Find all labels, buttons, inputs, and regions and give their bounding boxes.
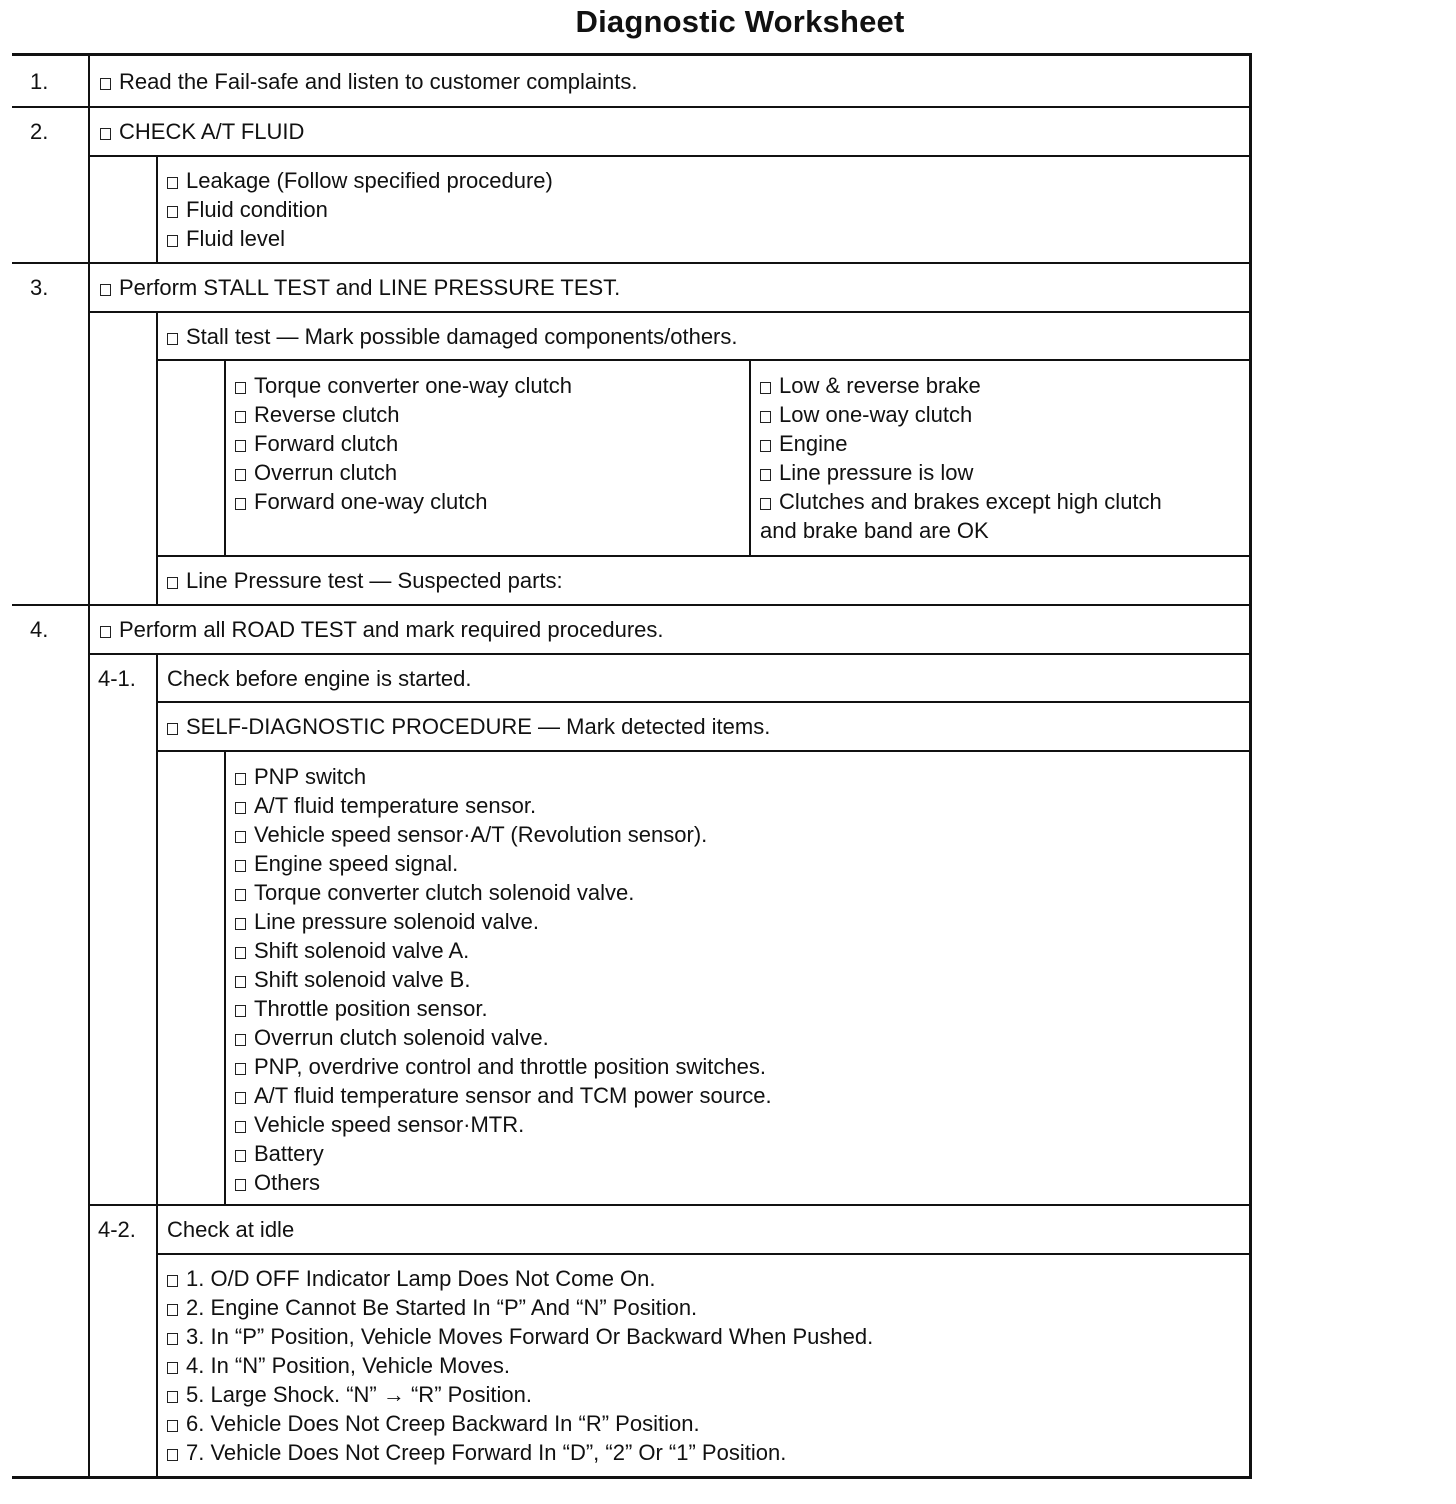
checkbox[interactable] [235, 1150, 246, 1162]
substep-number: 4-1. [98, 666, 136, 691]
checkbox[interactable] [235, 976, 246, 988]
list-item: Forward clutch [235, 429, 572, 458]
step-number: 1. [30, 69, 49, 94]
list-item: Fluid level [167, 224, 553, 253]
rule [12, 604, 1252, 606]
list-item: Fluid condition [167, 195, 553, 224]
checkbox[interactable] [235, 831, 246, 843]
checkbox[interactable] [235, 947, 246, 959]
col-divider [88, 53, 90, 1479]
list-item: Overrun clutch solenoid valve. [235, 1023, 772, 1052]
checkbox[interactable] [167, 1304, 178, 1316]
list-item: Battery [235, 1139, 772, 1168]
checkbox[interactable] [235, 802, 246, 814]
list-item: 2. Engine Cannot Be Started In “P” And “N” Position. [167, 1293, 873, 1322]
step-number: 3. [30, 275, 49, 300]
checkbox[interactable] [167, 206, 178, 218]
list-item: PNP, overdrive control and throttle position switches. [235, 1052, 772, 1081]
checkbox[interactable] [167, 1420, 178, 1432]
checkbox[interactable] [167, 577, 178, 589]
checkbox[interactable] [167, 1391, 178, 1403]
checkbox[interactable] [167, 177, 178, 189]
list-item: Shift solenoid valve B. [235, 965, 772, 994]
list-item: Low one-way clutch [760, 400, 1162, 429]
rule [157, 1253, 1252, 1255]
col-divider [156, 653, 158, 1479]
page-title: Diagnostic Worksheet [575, 4, 905, 39]
checkbox[interactable] [167, 723, 178, 735]
col-divider [156, 311, 158, 606]
checkbox[interactable] [167, 1449, 178, 1461]
col-divider [224, 750, 226, 1206]
list-item: Others [235, 1168, 772, 1197]
rule [12, 106, 1252, 108]
step-number: 4. [30, 617, 49, 642]
checkbox[interactable] [760, 382, 771, 394]
list-item: Low & reverse brake [760, 371, 1162, 400]
list-item: 6. Vehicle Does Not Creep Backward In “R” Position. [167, 1409, 873, 1438]
list-item: Torque converter one-way clutch [235, 371, 572, 400]
substep-text: Check before engine is started. [167, 666, 472, 691]
list-item: 5. Large Shock. “N” → “R” Position. [167, 1380, 873, 1409]
list-item: Throttle position sensor. [235, 994, 772, 1023]
list-item: Engine speed signal. [235, 849, 772, 878]
rule [90, 653, 1252, 655]
list-item: Clutches and brakes except high clutch [760, 487, 1162, 516]
col-divider [1249, 53, 1252, 1479]
list-item: 7. Vehicle Does Not Creep Forward In “D”, “2” Or “1” Position. [167, 1438, 873, 1467]
checkbox[interactable] [167, 333, 178, 345]
list-item: Forward one-way clutch [235, 487, 572, 516]
checkbox[interactable] [760, 498, 771, 510]
checkbox[interactable] [235, 469, 246, 481]
checkbox[interactable] [235, 1005, 246, 1017]
rule-bottom [12, 1476, 1252, 1479]
checkbox[interactable] [100, 128, 111, 140]
list-item: Overrun clutch [235, 458, 572, 487]
checkbox[interactable] [100, 626, 111, 638]
list-item: Line pressure solenoid valve. [235, 907, 772, 936]
list-item: Engine [760, 429, 1162, 458]
rule [157, 701, 1252, 703]
fluid-check-list [167, 166, 553, 253]
step-3-row [100, 273, 620, 302]
col-divider [749, 359, 751, 557]
checkbox[interactable] [235, 1179, 246, 1191]
step-text: CHECK A/T FLUID [119, 119, 305, 144]
list-item: A/T fluid temperature sensor. [235, 791, 772, 820]
checkbox[interactable] [235, 1092, 246, 1104]
checkbox[interactable] [235, 1121, 246, 1133]
step-text: Read the Fail-safe and listen to customer complaints. [119, 69, 638, 94]
list-item: 3. In “P” Position, Vehicle Moves Forward Or Backward When Pushed. [167, 1322, 873, 1351]
step-text: Perform all ROAD TEST and mark required procedures. [119, 617, 664, 642]
rule [157, 359, 1252, 361]
list-item: Torque converter clutch solenoid valve. [235, 878, 772, 907]
list-item: Vehicle speed sensor·A/T (Revolution sensor). [235, 820, 772, 849]
checkbox[interactable] [235, 382, 246, 394]
line-pressure-row: Line Pressure test — Suspected parts: [167, 566, 563, 595]
rule [157, 555, 1252, 557]
checkbox[interactable] [760, 440, 771, 452]
rule [12, 262, 1252, 264]
checkbox[interactable] [167, 1275, 178, 1287]
stall-test-row: Stall test — Mark possible damaged components/others. [167, 322, 738, 351]
checkbox[interactable] [235, 411, 246, 423]
rule [90, 1204, 1252, 1206]
checkbox[interactable] [100, 78, 111, 90]
list-item: A/T fluid temperature sensor and TCM power source. [235, 1081, 772, 1110]
list-item: 1. O/D OFF Indicator Lamp Does Not Come On. [167, 1264, 873, 1293]
idle-check-list [167, 1264, 873, 1467]
rule-top [12, 53, 1252, 56]
checkbox[interactable] [235, 773, 246, 785]
col-divider [156, 155, 158, 263]
step-number: 2. [30, 119, 49, 144]
rule [157, 750, 1252, 752]
stall-right-list [760, 371, 1162, 545]
list-item: Shift solenoid valve A. [235, 936, 772, 965]
list-item: Reverse clutch [235, 400, 572, 429]
step-2-row [100, 117, 304, 146]
checkbox[interactable] [235, 1034, 246, 1046]
list-item: Line pressure is low [760, 458, 1162, 487]
step-text: Perform STALL TEST and LINE PRESSURE TEST. [119, 275, 621, 300]
list-item-continuation: and brake band are OK [760, 518, 989, 543]
self-diagnostic-list [235, 762, 772, 1197]
self-diagnostic-row: SELF-DIAGNOSTIC PROCEDURE — Mark detected items. [167, 712, 770, 741]
checkbox[interactable] [235, 918, 246, 930]
list-item: Leakage (Follow specified procedure) [167, 166, 553, 195]
substep-text: Check at idle [167, 1217, 295, 1242]
checkbox[interactable] [235, 498, 246, 510]
stall-left-list [235, 371, 572, 516]
list-item: PNP switch [235, 762, 772, 791]
step-4-row [100, 615, 664, 644]
checkbox[interactable] [167, 235, 178, 247]
checkbox[interactable] [235, 440, 246, 452]
checkbox[interactable] [235, 889, 246, 901]
rule [90, 155, 1252, 157]
list-item: 4. In “N” Position, Vehicle Moves. [167, 1351, 873, 1380]
checkbox[interactable] [235, 1063, 246, 1075]
step-1-row [100, 67, 637, 96]
checkbox[interactable] [167, 1333, 178, 1345]
checkbox[interactable] [235, 860, 246, 872]
checkbox[interactable] [760, 469, 771, 481]
substep-number: 4-2. [98, 1217, 136, 1242]
checkbox[interactable] [760, 411, 771, 423]
col-divider [224, 359, 226, 557]
checkbox[interactable] [167, 1362, 178, 1374]
checkbox[interactable] [100, 284, 111, 296]
list-item: Vehicle speed sensor·MTR. [235, 1110, 772, 1139]
rule [90, 311, 1252, 313]
